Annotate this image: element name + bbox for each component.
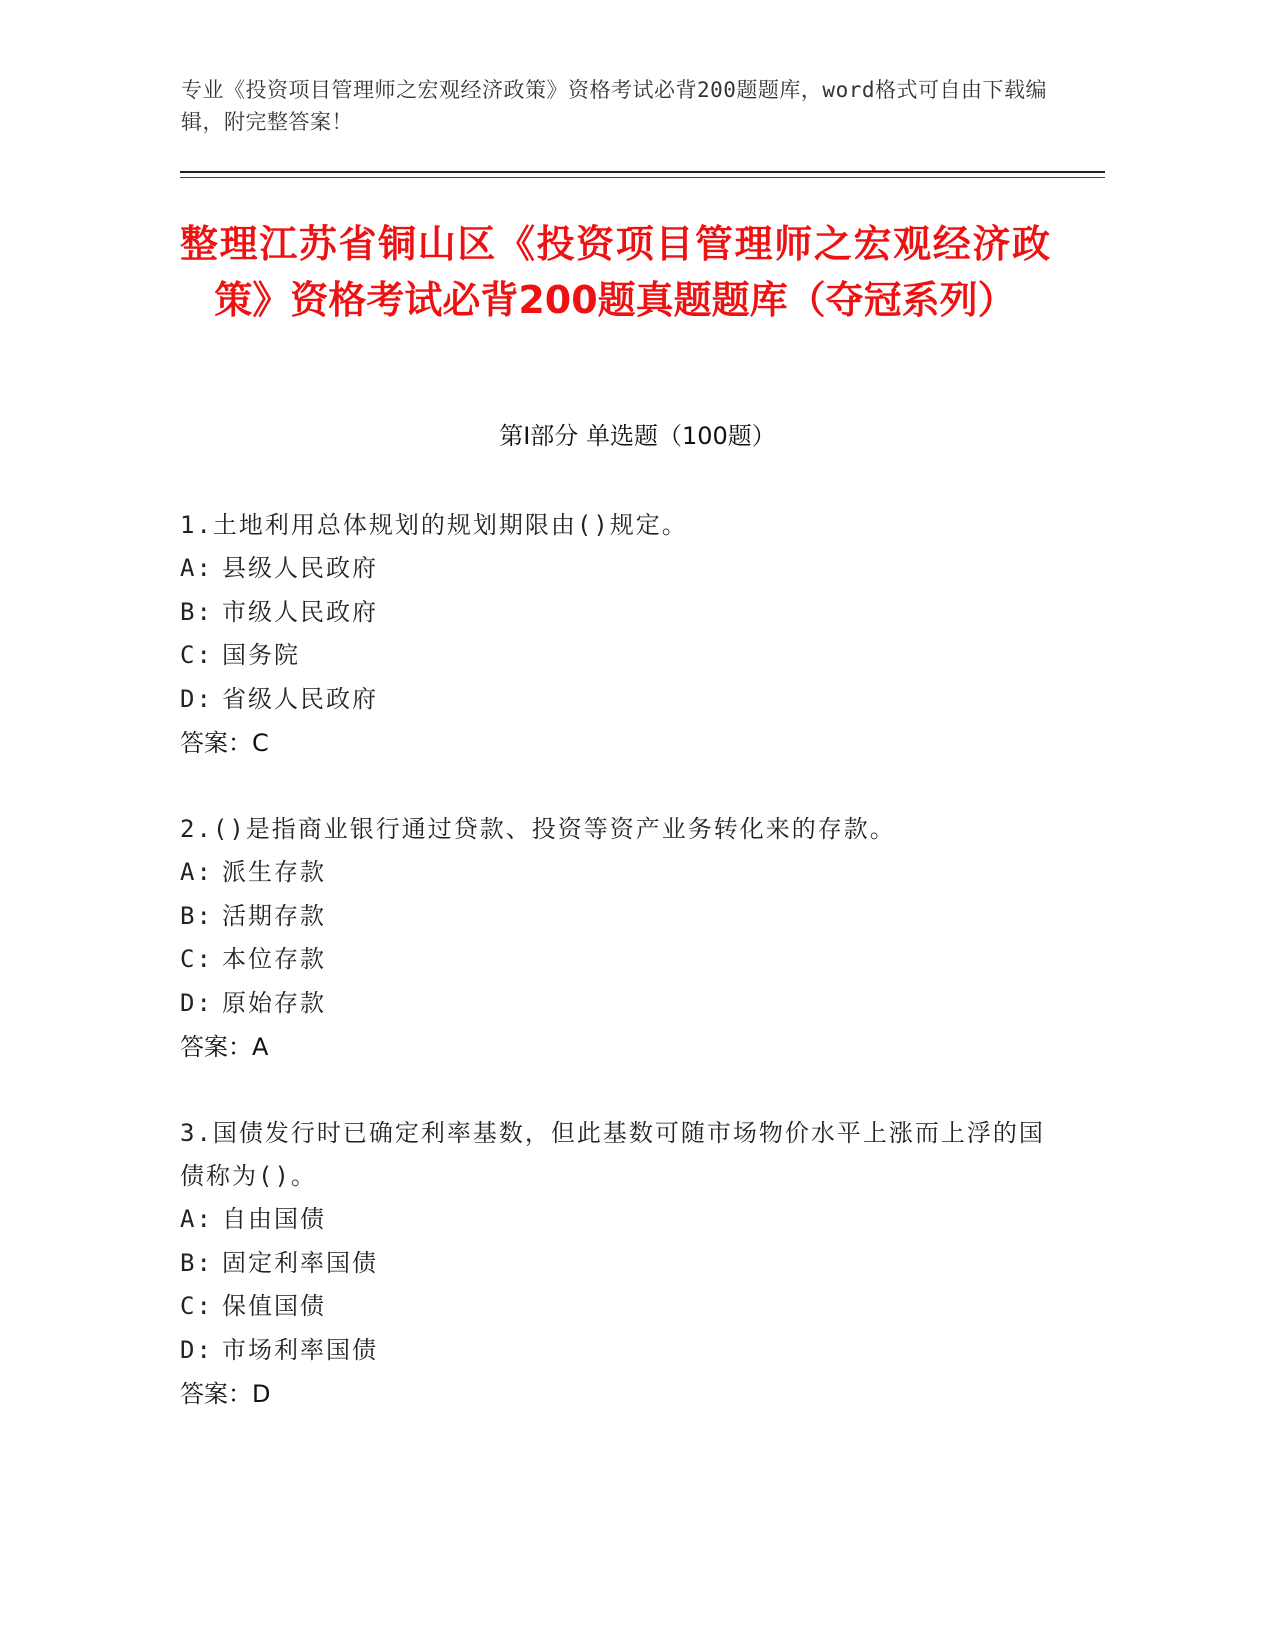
question-stem: 1.土地利用总体规划的规划期限由()规定。 <box>180 511 688 539</box>
option-c <box>180 1285 1060 1329</box>
question-list <box>180 504 1060 1459</box>
option-text: 本位存款 <box>222 945 326 973</box>
option-key: C: <box>180 1292 213 1320</box>
question-3 <box>180 1112 1060 1416</box>
option-key: D: <box>180 988 213 1017</box>
option-b <box>180 1242 1060 1286</box>
option-key: C: <box>180 641 213 669</box>
answer-label: 答案：C <box>180 729 269 757</box>
header-note: 专业《投资项目管理师之宏观经济政策》资格考试必背200题题库，word格式可自由下载编辑，附完整答案！ <box>181 78 1047 134</box>
answer-label: 答案：A <box>180 1033 269 1061</box>
option-key: B: <box>180 597 213 626</box>
option-text: 固定利率国债 <box>222 1248 378 1277</box>
answer-label: 答案：D <box>180 1380 271 1408</box>
option-b <box>180 591 1060 635</box>
header-divider-thin <box>180 177 1105 178</box>
option-key: A: <box>180 1205 213 1233</box>
option-c <box>180 938 1060 982</box>
option-key: B: <box>180 1248 213 1277</box>
question-1 <box>180 504 1060 765</box>
option-text: 活期存款 <box>222 901 326 930</box>
question-stem: 3.国债发行时已确定利率基数，但此基数可随市场物价水平上涨而上浮的国债称为()。 <box>180 1119 1045 1190</box>
option-a <box>180 1198 1060 1242</box>
question-2 <box>180 808 1060 1069</box>
option-text: 自由国债 <box>222 1205 326 1233</box>
option-key: A: <box>180 554 213 582</box>
option-text: 保值国债 <box>222 1292 326 1320</box>
option-d <box>180 1329 1060 1373</box>
document-title: 整理江苏省铜山区《投资项目管理师之宏观经济政策》资格考试必背200题真题题库（夺冠系列） <box>180 222 1050 322</box>
option-key: D: <box>180 1335 213 1364</box>
option-d <box>180 982 1060 1026</box>
option-d <box>180 678 1060 722</box>
option-text: 原始存款 <box>222 988 326 1017</box>
option-text: 市场利率国债 <box>222 1335 378 1364</box>
option-a <box>180 547 1060 591</box>
option-key: B: <box>180 901 213 930</box>
option-text: 市级人民政府 <box>222 597 378 626</box>
header-divider-thick <box>180 171 1105 173</box>
option-key: D: <box>180 684 213 713</box>
section-heading: 第Ⅰ部分 单选题（100题） <box>499 422 776 450</box>
option-text: 派生存款 <box>222 858 326 886</box>
option-key: C: <box>180 945 213 973</box>
option-c <box>180 634 1060 678</box>
option-text: 省级人民政府 <box>222 684 378 713</box>
option-a <box>180 851 1060 895</box>
option-text: 县级人民政府 <box>222 554 378 582</box>
question-stem: 2.()是指商业银行通过贷款、投资等资产业务转化来的存款。 <box>180 815 896 843</box>
option-key: A: <box>180 858 213 886</box>
option-text: 国务院 <box>222 641 300 669</box>
option-b <box>180 895 1060 939</box>
